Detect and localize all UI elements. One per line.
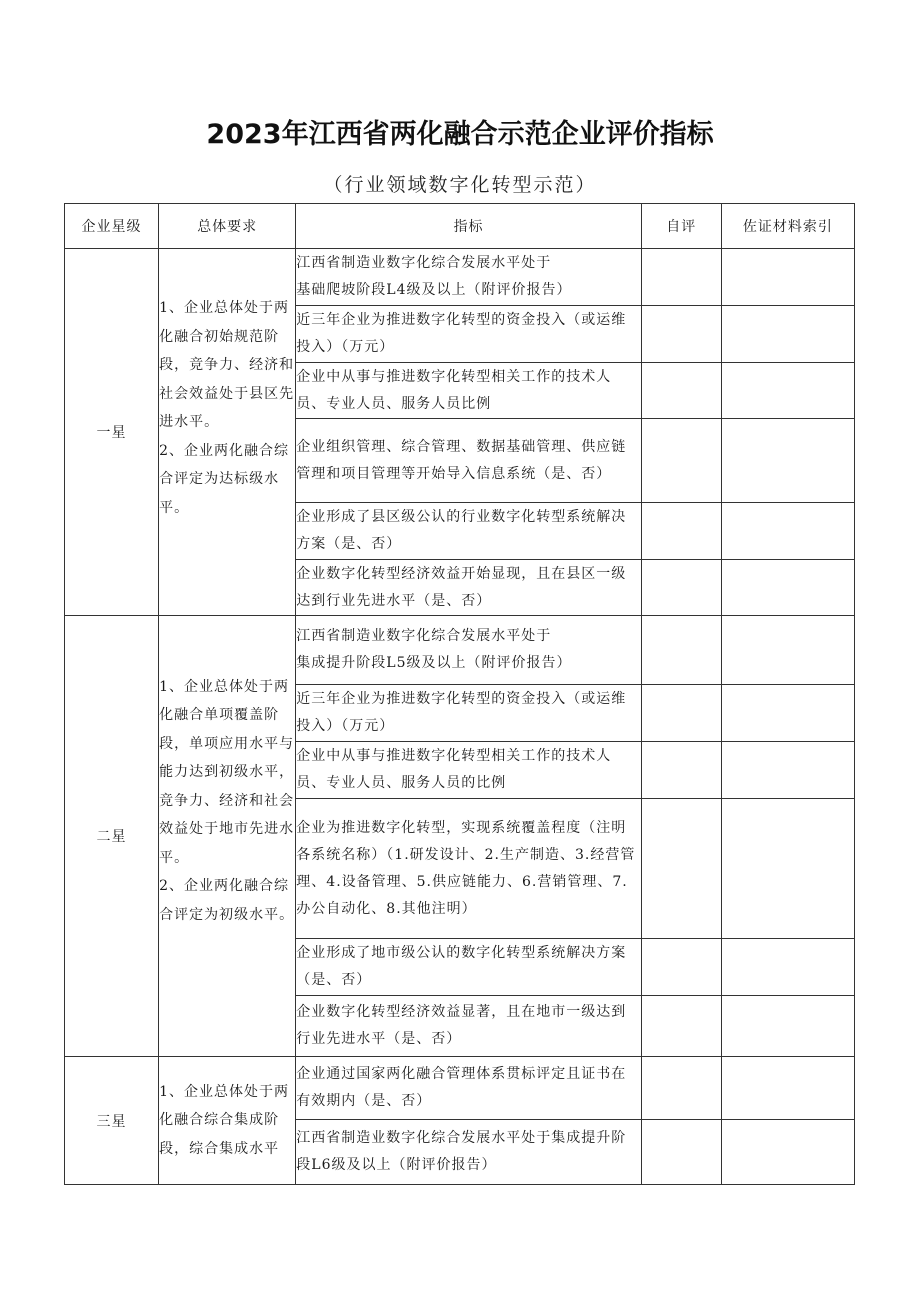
evidence-cell[interactable] xyxy=(721,1120,854,1185)
evidence-cell[interactable] xyxy=(721,742,854,799)
indicator-cell: 企业形成了县区级公认的行业数字化转型系统解决方案（是、否） xyxy=(296,503,641,560)
star-level-cell: 二星 xyxy=(65,616,159,1057)
table-row xyxy=(65,1057,855,1120)
indicator-cell: 江西省制造业数字化综合发展水平处于集成提升阶段L6级及以上（附评价报告） xyxy=(296,1120,641,1185)
header-indicator: 指标 xyxy=(296,204,641,249)
evidence-cell[interactable] xyxy=(721,1057,854,1120)
self-eval-cell[interactable] xyxy=(641,996,721,1057)
evidence-cell[interactable] xyxy=(721,249,854,306)
indicator-cell: 江西省制造业数字化综合发展水平处于 基础爬坡阶段L4级及以上（附评价报告） xyxy=(296,249,641,306)
indicator-cell: 企业数字化转型经济效益显著，且在地市一级达到行业先进水平（是、否） xyxy=(296,996,641,1057)
evidence-cell[interactable] xyxy=(721,560,854,616)
self-eval-cell[interactable] xyxy=(641,799,721,939)
header-row xyxy=(65,204,855,249)
indicator-cell: 企业为推进数字化转型，实现系统覆盖程度（注明各系统名称）（1.研发设计、2.生产制造、3.经营管理、4.设备管理、5.供应链能力、6.营销管理、7.办公自动化、8.其他注明） xyxy=(296,799,641,939)
table-row xyxy=(65,249,855,306)
evidence-cell[interactable] xyxy=(721,616,854,685)
self-eval-cell[interactable] xyxy=(641,616,721,685)
evidence-cell[interactable] xyxy=(721,503,854,560)
indicator-cell: 企业中从事与推进数字化转型相关工作的技术人员、专业人员、服务人员的比例 xyxy=(296,742,641,799)
evidence-cell[interactable] xyxy=(721,685,854,742)
requirement-cell: 1、企业总体处于两化融合单项覆盖阶段，单项应用水平与能力达到初级水平，竞争力、经济和社会效益处于地市先进水平。 2、企业两化融合综合评定为初级水平。 xyxy=(159,616,296,1057)
star-level-cell: 三星 xyxy=(65,1057,159,1185)
indicator-cell: 企业形成了地市级公认的数字化转型系统解决方案（是、否） xyxy=(296,939,641,996)
self-eval-cell[interactable] xyxy=(641,939,721,996)
indicator-cell: 企业数字化转型经济效益开始显现，且在县区一级达到行业先进水平（是、否） xyxy=(296,560,641,616)
table-row xyxy=(65,616,855,685)
header-requirement: 总体要求 xyxy=(159,204,296,249)
indicator-cell: 企业中从事与推进数字化转型相关工作的技术人员、专业人员、服务人员比例 xyxy=(296,363,641,419)
requirement-cell: 1、企业总体处于两化融合初始规范阶段，竞争力、经济和社会效益处于县区先进水平。 2、企业两化融合综合评定为达标级水平。 xyxy=(159,249,296,616)
evidence-cell[interactable] xyxy=(721,996,854,1057)
self-eval-cell[interactable] xyxy=(641,560,721,616)
indicator-cell: 近三年企业为推进数字化转型的资金投入（或运维投入）（万元） xyxy=(296,685,641,742)
evidence-cell[interactable] xyxy=(721,363,854,419)
star-level-cell: 一星 xyxy=(65,249,159,616)
evidence-cell[interactable] xyxy=(721,939,854,996)
header-evidence: 佐证材料索引 xyxy=(721,204,854,249)
requirement-cell: 1、企业总体处于两化融合综合集成阶段，综合集成水平 xyxy=(159,1057,296,1185)
self-eval-cell[interactable] xyxy=(641,685,721,742)
document-subtitle: （行业领域数字化转型示范） xyxy=(323,174,597,196)
self-eval-cell[interactable] xyxy=(641,363,721,419)
evidence-cell[interactable] xyxy=(721,799,854,939)
self-eval-cell[interactable] xyxy=(641,419,721,503)
self-eval-cell[interactable] xyxy=(641,249,721,306)
document-title: 2023年江西省两化融合示范企业评价指标 xyxy=(206,119,714,150)
self-eval-cell[interactable] xyxy=(641,503,721,560)
self-eval-cell[interactable] xyxy=(641,1120,721,1185)
indicator-cell: 企业通过国家两化融合管理体系贯标评定且证书在有效期内（是、否） xyxy=(296,1057,641,1120)
header-star: 企业星级 xyxy=(65,204,159,249)
evaluation-table xyxy=(64,203,855,1185)
evidence-cell[interactable] xyxy=(721,419,854,503)
indicator-cell: 近三年企业为推进数字化转型的资金投入（或运维投入）（万元） xyxy=(296,306,641,363)
self-eval-cell[interactable] xyxy=(641,1057,721,1120)
self-eval-cell[interactable] xyxy=(641,742,721,799)
header-self-eval: 自评 xyxy=(641,204,721,249)
indicator-cell: 江西省制造业数字化综合发展水平处于 集成提升阶段L5级及以上（附评价报告） xyxy=(296,616,641,685)
evidence-cell[interactable] xyxy=(721,306,854,363)
self-eval-cell[interactable] xyxy=(641,306,721,363)
indicator-cell: 企业组织管理、综合管理、数据基础管理、供应链管理和项目管理等开始导入信息系统（是、否） xyxy=(296,419,641,503)
